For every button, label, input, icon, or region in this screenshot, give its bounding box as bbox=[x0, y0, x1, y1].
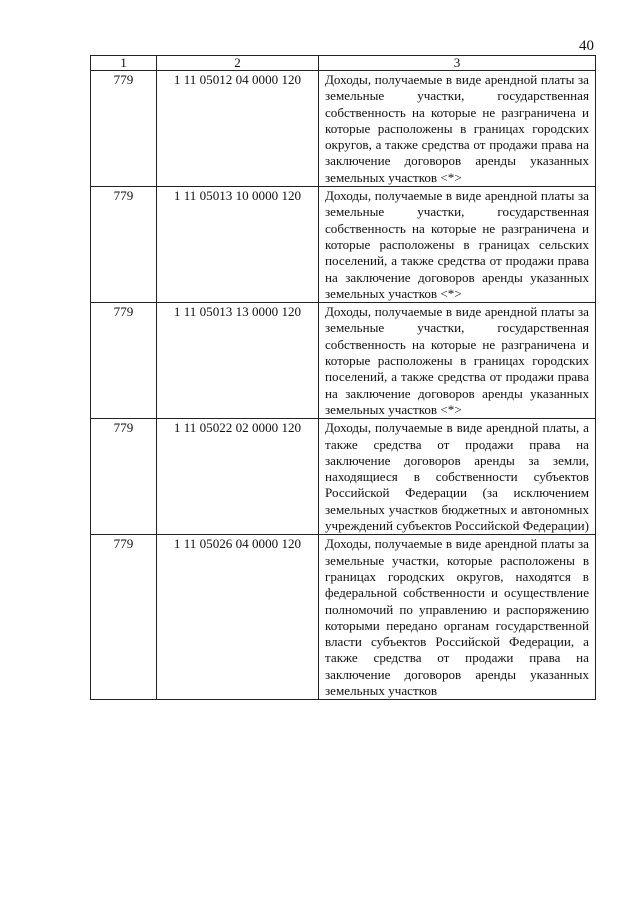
column-header-3: 3 bbox=[319, 56, 596, 71]
column-header-1: 1 bbox=[91, 56, 157, 71]
revenue-description-cell: Доходы, получаемые в виде арендной платы за земельные участки, государственная собственность на которые не разграничена и которые расположены в границах городских округов, а также средства от продажи права на заключение договоров аренды указанных земельных участков <*> bbox=[319, 71, 596, 187]
revenue-code-cell: 1 11 05012 04 0000 120 bbox=[157, 71, 319, 187]
table-row bbox=[91, 187, 596, 303]
table-row bbox=[91, 303, 596, 419]
admin-code-cell: 779 bbox=[91, 419, 157, 535]
revenue-description-cell: Доходы, получаемые в виде арендной платы за земельные участки, государственная собственность на которые не разграничена и которые расположены в границах сельских поселений, а также средства от продажи права на заключение договоров аренды указанных земельных участков <*> bbox=[319, 187, 596, 303]
admin-code-cell: 779 bbox=[91, 71, 157, 187]
table-row bbox=[91, 71, 596, 187]
admin-code-cell: 779 bbox=[91, 187, 157, 303]
admin-code-cell: 779 bbox=[91, 303, 157, 419]
column-header-2: 2 bbox=[157, 56, 319, 71]
revenue-code-cell: 1 11 05022 02 0000 120 bbox=[157, 419, 319, 535]
revenue-description-cell: Доходы, получаемые в виде арендной платы за земельные участки, государственная собственность на которые не разграничена и которые расположены в границах городских поселений, а также средства от продажи права на заключение договоров аренды указанных земельных участков <*> bbox=[319, 303, 596, 419]
revenue-code-cell: 1 11 05013 10 0000 120 bbox=[157, 187, 319, 303]
revenue-codes-table bbox=[90, 55, 596, 700]
table-header-row bbox=[91, 56, 596, 71]
page-number: 40 bbox=[579, 38, 594, 54]
revenue-description-cell: Доходы, получаемые в виде арендной платы за земельные участки, которые расположены в границах городских округов, находятся в федеральной собственности и осуществление полномочий по управлению и распоряжению которыми передано органам государственной власти субъектов Российской Федерации, а также средства от продажи права на заключение договоров аренды указанных земельных участков bbox=[319, 535, 596, 700]
revenue-code-cell: 1 11 05013 13 0000 120 bbox=[157, 303, 319, 419]
admin-code-cell: 779 bbox=[91, 535, 157, 700]
table-row bbox=[91, 535, 596, 700]
revenue-code-cell: 1 11 05026 04 0000 120 bbox=[157, 535, 319, 700]
revenue-description-cell: Доходы, получаемые в виде арендной платы, а также средства от продажи права на заключение договоров аренды за земли, находящиеся в собственности субъектов Российской Федерации (за исключением земельных участков бюджетных и автономных учреждений субъектов Российской Федерации) bbox=[319, 419, 596, 535]
table-row bbox=[91, 419, 596, 535]
